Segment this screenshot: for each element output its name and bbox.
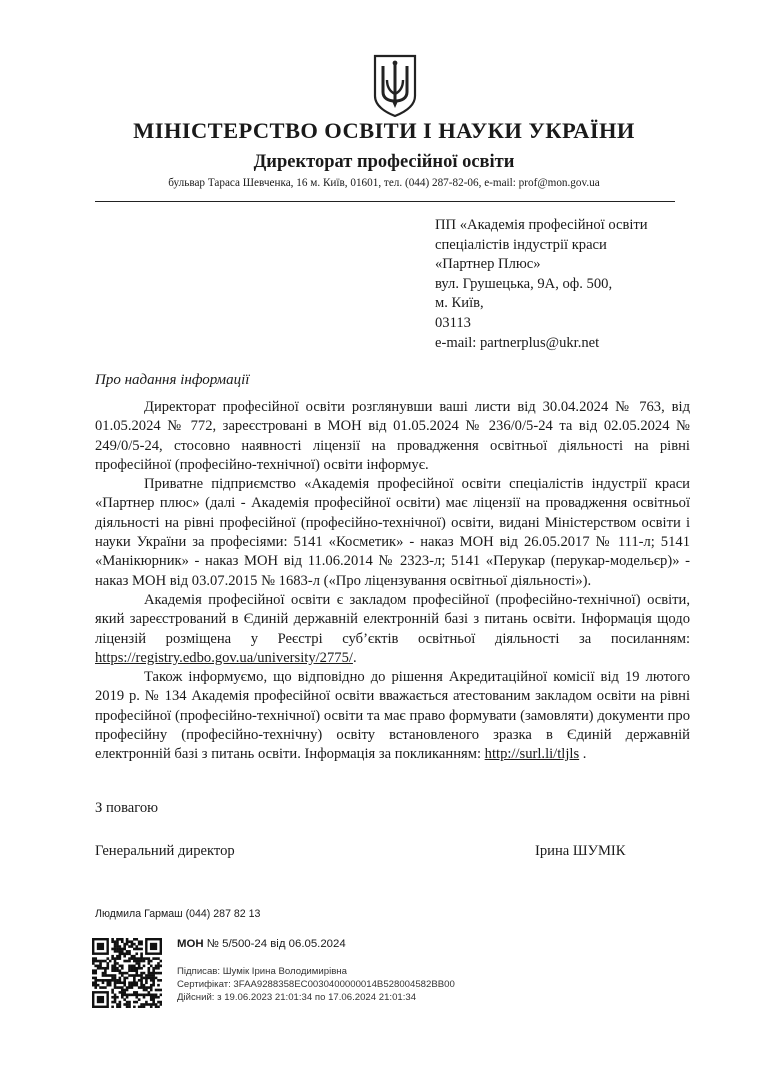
recipient-line: вул. Грушецька, 9А, оф. 500, — [435, 275, 613, 292]
letter-subject: Про надання інформації — [95, 372, 250, 388]
header-divider — [95, 201, 675, 202]
paragraph-text: Академія професійної освіти є закладом професійної (професійно-технічної) освіти, який зареєстрований в Єдиній державній електронній базі з питань освіти. Інформація щодо ліцензій розміщена у Реєстрі суб’єктів освітньої діяльності за посиланням: — [95, 591, 690, 647]
qr-code-icon — [92, 938, 162, 1008]
recipient-line: 03113 — [435, 314, 471, 331]
registration-label: МОН — [177, 938, 204, 950]
signature-certificate: Сертифікат: 3FAA9288358EC0030400000014B528004582BB00 — [177, 978, 455, 990]
executor-contact: Людмила Гармаш (044) 287 82 13 — [95, 908, 261, 920]
registry-link[interactable]: https://registry.edbo.gov.ua/university/2775/ — [95, 649, 353, 666]
recipient-email: e-mail: partnerplus@ukr.net — [435, 334, 600, 351]
recipient-line: м. Київ, — [435, 295, 484, 312]
directorate-title: Директорат професійної освіти — [253, 152, 515, 172]
recipient-line: «Партнер Плюс» — [435, 256, 541, 273]
signatory-name: Ірина ШУМІК — [535, 843, 626, 859]
body-paragraph-2: Приватне підприємство «Академія професійної освіти спеціалістів індустрії краси «Партнер плюс» (далі - Академія професійної освіти) має ліцензії на провадження освітньої діяльності на рівні професійної (професійно-технічної) освіти, видані Міністерством освіти і науки України за професіями: 5141 «Косметик» - наказ МОН від 26.05.2017 № 111-л; 5141 «Манікюрник» - наказ МОН від 11.06.2014 № 2323-л; 5141 «Перукар (перукар-модельєр)» - наказ МОН від 03.07.2015 № 1683-л («Про ліцензування освітньої діяльності»). — [95, 476, 690, 589]
paragraph-end: . — [352, 649, 357, 666]
ministry-title: МІНІСТЕРСТВО ОСВІТИ І НАУКИ УКРАЇНИ — [133, 118, 635, 143]
signature-signer: Підписав: Шумік Ірина Володимирівна — [177, 966, 347, 977]
paragraph-end: . — [579, 746, 587, 763]
signature-validity: Дійсний: з 19.06.2023 21:01:34 по 17.06.2024 21:01:34 — [177, 991, 417, 1003]
body-paragraph-1: Директорат професійної освіти розглянувши ваші листи від 30.04.2024 № 763, від 01.05.2024 № 772, зареєстровані в МОН від 01.05.2024 № 236/0/5-24 та від 02.05.2024 № 249/0/5-24, стосовно наявності ліцензії на провадження освітньої діяльності на рівні професійної (професійно-технічної) освіти інформує. — [95, 399, 690, 473]
body-paragraph-4 — [95, 668, 690, 764]
recipient-line: ПП «Академія професійної освіти — [435, 217, 648, 233]
signatory-position: Генеральний директор — [95, 843, 235, 859]
recipient-block — [435, 216, 648, 353]
paragraph-text: Також інформуємо, що відповідно до рішення Акредитаційної комісії від 19 лютого 2019 р. № 134 Академія професійної освіти вважається атестованим закладом освіти на рівні професійної (професійно-технічної) освіти та має право формувати (замовляти) документи про професійну (професійно-технічну) освіту встановленого зразка в Єдиній державній електронній базі з питань освіти. Інформація за покликанням: — [95, 669, 690, 763]
trident-coat-of-arms-icon — [372, 54, 418, 118]
letter-body — [95, 398, 690, 765]
short-link[interactable]: http://surl.li/tljls — [484, 746, 580, 763]
registration-value: № 5/500-24 від 06.05.2024 — [203, 938, 346, 950]
body-paragraph-3 — [95, 591, 690, 668]
closing-regards: З повагою — [95, 800, 159, 816]
registration-number — [177, 938, 346, 950]
digital-signature-block — [177, 966, 455, 1004]
recipient-line: спеціалістів індустрії краси — [435, 236, 607, 253]
ministry-address: бульвар Тараса Шевченка, 16 м. Київ, 01601, тел. (044) 287-82-06, e-mail: prof@mon.gov.ua — [168, 177, 600, 189]
